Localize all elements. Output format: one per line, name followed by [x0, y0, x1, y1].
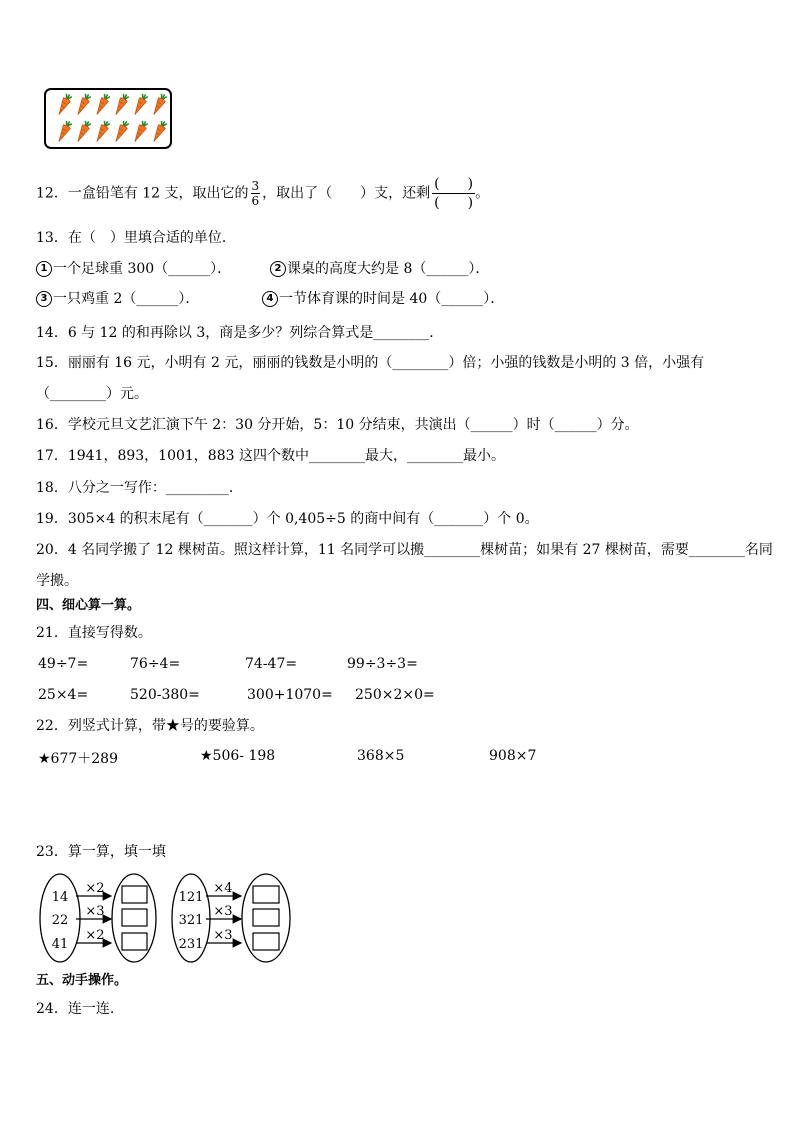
q21-row2-item-1: 25×4= — [38, 687, 89, 703]
carrots-illustration — [46, 90, 170, 147]
carrot-icon — [93, 93, 111, 117]
right-num-2: 321 — [178, 913, 204, 928]
question-21-title: 21．直接写得数。 — [36, 625, 152, 641]
question-16: 16．学校元旦文艺汇演下午 2：30 分开始，5：10 分结束，共演出（______）时（______）分。 — [36, 417, 639, 433]
left-answer-box-1[interactable] — [122, 886, 147, 903]
q13-item-1: 1 一个足球重 300（______）． — [36, 260, 231, 278]
question-15-line-1: 15．丽丽有 16 元，小明有 2 元，丽丽的钱数是小明的（________）倍；小强的钱数是小明的 3 倍，小强有 — [36, 355, 705, 371]
right-op-3: ×3 — [213, 928, 233, 943]
question-19: 19．305×4 的积末尾有（_______）个 0,405÷5 的商中间有（_______）个 0。 — [36, 511, 539, 527]
left-num-2: 22 — [51, 913, 69, 928]
q21-row1-item-4: 99÷3÷3= — [347, 656, 418, 672]
q21-row1-item-1: 49÷7= — [38, 656, 89, 672]
left-op-3: ×2 — [85, 928, 105, 943]
question-13-title: 13．在（ ）里填合适的单位． — [36, 230, 236, 246]
q22-item-1: ★677＋289 — [38, 751, 118, 767]
section-5-heading: 五、动手操作。 — [36, 973, 128, 988]
left-op-1: ×2 — [85, 881, 105, 896]
question-20-line-1: 20．4 名同学搬了 12 棵树苗。照这样计算，11 名同学可以搬________棵树苗；如果有 27 棵树苗，需要________名同 — [36, 542, 773, 558]
carrot-icon — [93, 120, 111, 144]
carrot-icon — [131, 93, 149, 117]
question-23-title: 23．算一算，填一填 — [36, 844, 166, 860]
right-answer-box-3[interactable] — [253, 933, 279, 950]
carrot-icon — [55, 120, 73, 144]
q12-text-b: ，取出了（ ）支，还剩 — [262, 185, 431, 202]
carrot-icon — [74, 120, 92, 144]
carrot-icon — [55, 93, 73, 117]
carrot-icon — [112, 93, 130, 117]
question-17: 17．1941，893，1001，883 这四个数中________最大，________最小。 — [36, 448, 505, 464]
right-num-3: 231 — [178, 937, 204, 952]
q21-row1-item-2: 76÷4= — [130, 656, 181, 672]
left-answer-box-3[interactable] — [122, 933, 147, 950]
question-18: 18．八分之一写作：_________． — [36, 480, 243, 496]
carrot-icon — [74, 93, 92, 117]
carrot-picture-box — [44, 88, 172, 149]
section-4-heading: 四、细心算一算。 — [36, 598, 141, 613]
q21-row2-item-2: 520-380= — [130, 687, 200, 703]
left-num-1: 14 — [51, 890, 69, 905]
q22-item-4: 908×7 — [489, 748, 537, 764]
question-14: 14．6 与 12 的和再除以 3，商是多少？列综合算式是________． — [36, 325, 444, 341]
carrot-icon — [112, 120, 130, 144]
q13-item-2: 2 课桌的高度大约是 8（______）． — [270, 260, 489, 278]
left-num-3: 41 — [51, 937, 69, 952]
left-answer-box-2[interactable] — [122, 909, 147, 926]
multiplication-mapping-diagram — [38, 872, 300, 966]
carrot-icon — [150, 120, 168, 144]
right-op-1: ×4 — [213, 881, 233, 896]
right-answer-box-2[interactable] — [253, 909, 279, 926]
right-num-1: 121 — [178, 890, 204, 905]
answer-fraction-blank[interactable]: ( ) ( ) — [434, 176, 474, 211]
q22-item-3: 368×5 — [357, 748, 405, 764]
q13-item-3: 3 一只鸡重 2（______）． — [36, 290, 199, 308]
carrot-icon — [131, 120, 149, 144]
left-output-oval — [112, 874, 156, 962]
right-op-2: ×3 — [213, 904, 233, 919]
q21-row2-item-4: 250×2×0= — [355, 687, 435, 703]
right-output-oval — [242, 874, 290, 962]
right-answer-box-1[interactable] — [253, 886, 279, 903]
q22-item-2: ★506- 198 — [200, 748, 276, 764]
fraction-3-6: $\frac{3}{6}$ — [251, 179, 260, 208]
q21-row1-item-3: 74-47= — [245, 656, 298, 672]
question-12: 12．一盒铅笔有 12 支，取出它的 $\frac{3}{6}$ ，取出了（ ）支，还剩 ( ) ( ) 。 — [36, 176, 490, 211]
question-20-line-2: 学搬。 — [36, 573, 78, 589]
question-15-line-2: （________）元。 — [36, 386, 148, 402]
q13-item-4: 4 一节体育课的时间是 40（______）． — [262, 290, 504, 308]
question-22-title: 22．列竖式计算，带★号的要验算。 — [36, 718, 264, 734]
carrot-icon — [150, 93, 168, 117]
q21-row2-item-3: 300+1070= — [247, 687, 333, 703]
left-op-2: ×3 — [85, 904, 105, 919]
q12-text-a: 12．一盒铅笔有 12 支，取出它的 — [36, 185, 249, 202]
question-24: 24．连一连. — [36, 1001, 115, 1017]
